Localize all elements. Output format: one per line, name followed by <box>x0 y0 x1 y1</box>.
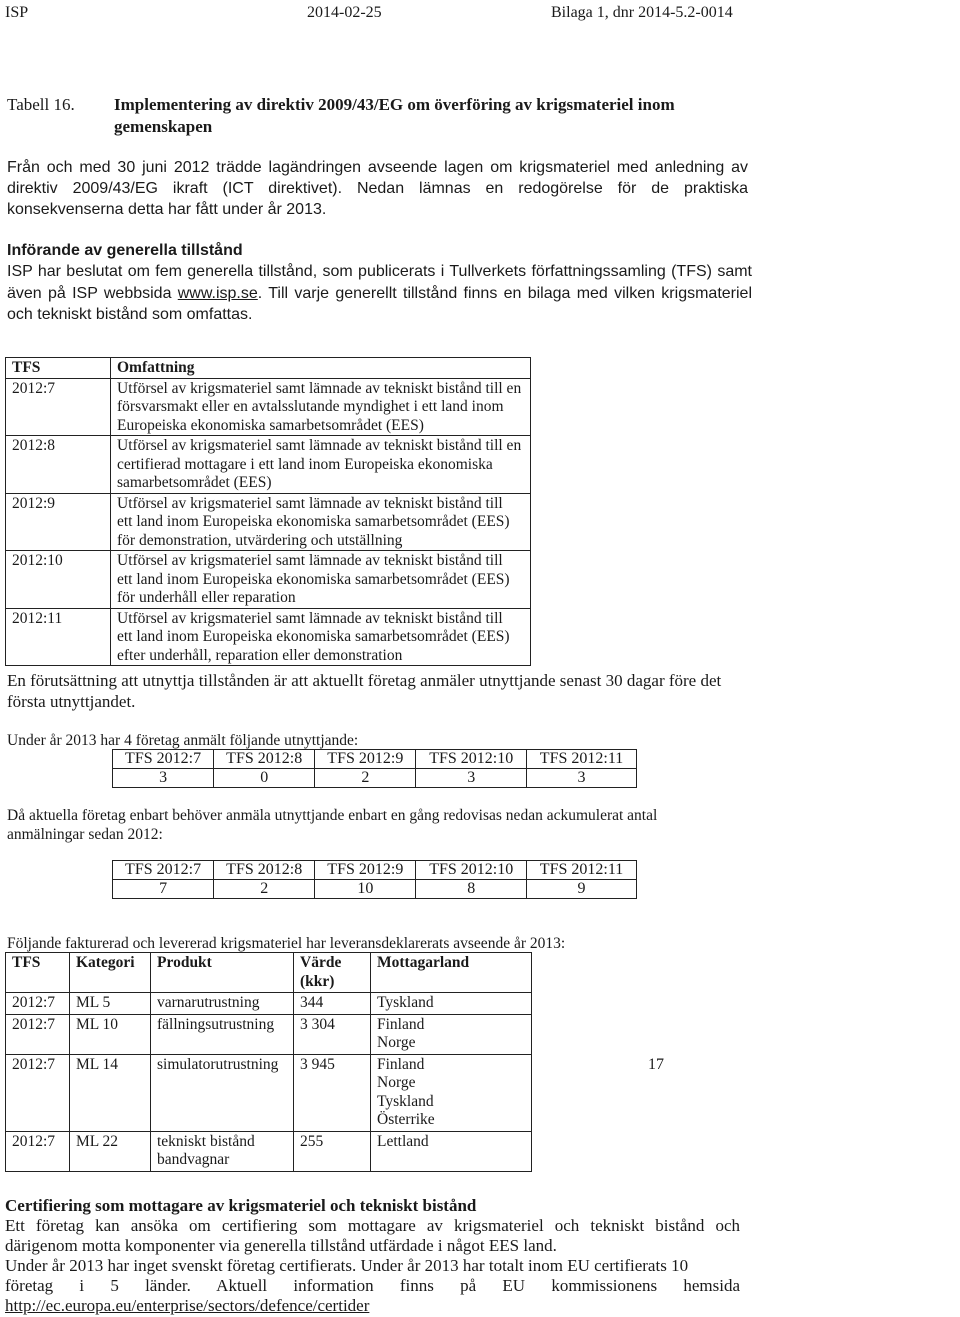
certifiering-line2: därigenom motta komponenter via generella tillstånd utfärdade i något EES land. <box>5 1236 557 1255</box>
omfattning-cell <box>111 551 531 609</box>
table-cell: 8 <box>416 880 527 899</box>
table-header-cell: TFS 2012:7 <box>113 861 214 880</box>
tfs-cell: 2012:10 <box>6 551 111 609</box>
table-row <box>6 1131 532 1171</box>
ackumulerat-table <box>112 860 637 899</box>
table-header-cell: TFS 2012:9 <box>315 750 416 769</box>
kategori-cell: ML 22 <box>70 1131 151 1171</box>
omfattning-line: Europeiska ekonomiska samarbetsområdet (EES) <box>117 416 424 434</box>
land-line: Lettland <box>377 1132 429 1150</box>
produkt-cell <box>151 1054 294 1131</box>
produkt-cell <box>151 1131 294 1171</box>
produkt-line: varnarutrustning <box>157 994 260 1011</box>
table-cell: 2 <box>315 769 416 788</box>
utnyttjande-2013-table <box>112 749 637 788</box>
intro-paragraph: Från och med 30 juni 2012 trädde lagändringen avseende lagen om krigsmateriel med anledning av direktiv 2009/43/EG ikraft (ICT direktivet). Nedan lämnas en redogörelse för de praktiska konsekvenserna detta har fått under år 2013. <box>7 159 748 218</box>
omfattning-line: efter underhåll, reparation eller demonstration <box>117 646 403 664</box>
omfattning-line: för demonstration, utvärdering och utställning <box>117 531 403 549</box>
tfs-cell: 2012:11 <box>6 608 111 666</box>
certifiering-line3: Under år 2013 har inget svenskt företag certifierats. Under år 2013 har totalt inom EU certifierats 10 <box>5 1256 689 1275</box>
tfs-cell: 2012:9 <box>6 493 111 551</box>
under-2013-text: Under år 2013 har 4 företag anmält följande utnyttjande: <box>7 732 359 749</box>
kategori-cell: ML 14 <box>70 1054 151 1131</box>
tfs-table-header-row <box>6 358 531 379</box>
produkt-line: simulatorutrustning <box>157 1055 279 1073</box>
omfattning-line: Utförsel av krigsmateriel samt lämnade av tekniskt bistånd till <box>117 609 503 627</box>
col-header-varde: Värde (kkr) <box>294 953 371 993</box>
header-left: ISP <box>5 4 29 21</box>
eu-commission-link[interactable]: http://ec.europa.eu/enterprise/sectors/defence/certider <box>5 1296 370 1315</box>
certifiering-line4: företag i 5 länder. Aktuell information finns på EU kommissionens hemsida <box>5 1276 740 1295</box>
produkt-cell <box>151 993 294 1015</box>
omfattning-line: certifierad mottagare i ett land inom Europeiska ekonomiska <box>117 455 493 473</box>
fakturerad-table <box>5 952 532 1172</box>
omfattning-cell <box>111 608 531 666</box>
table-row <box>6 608 531 666</box>
table-header-row <box>6 953 532 993</box>
generella-text-1: ISP har beslutat om fem generella tillstånd, som publicerats i Tullverkets författningssamling (TFS) samt även på ISP webbsida <box>7 263 752 302</box>
fakturerad-text: Följande fakturerad och levererad krigsmateriel har leveransdeklarerats avseende år 2013: <box>7 935 566 952</box>
tfs-cell: 2012:8 <box>6 436 111 494</box>
table-title-line2: gemenskapen <box>114 117 213 136</box>
omfattning-line: ett land inom Europeiska ekonomiska samarbetsområdet (EES) <box>117 570 510 588</box>
land-line: Finland <box>377 1055 425 1073</box>
tfs-cell: 2012:7 <box>6 993 70 1015</box>
table-header-cell: TFS 2012:9 <box>315 861 416 880</box>
table-label: Tabell 16. <box>7 95 75 114</box>
generella-text-2: . Till varje generellt tillstånd finns en bilaga med vilken krigsmateriel och tekniskt bistånd som omfattas. <box>7 284 752 323</box>
kategori-cell: ML 5 <box>70 993 151 1015</box>
varde-cell: 3 304 <box>294 1014 371 1054</box>
mottagarland-cell <box>371 993 532 1015</box>
tfs-cell: 2012:7 <box>6 1131 70 1171</box>
section-heading-generella: Införande av generella tillstånd <box>7 242 243 259</box>
header-right: Bilaga 1, dnr 2014-5.2-0014 <box>551 4 733 21</box>
col-header-kategori: Kategori <box>70 953 151 993</box>
generella-paragraph <box>7 261 752 326</box>
table-row <box>6 436 531 494</box>
table-cell: 0 <box>214 769 315 788</box>
land-line: Tyskland <box>377 994 434 1011</box>
ackumulerat-line2: anmälningar sedan 2012: <box>7 826 163 843</box>
table-row <box>6 551 531 609</box>
table-header-cell: TFS 2012:10 <box>416 861 527 880</box>
land-line: Norge <box>377 1034 416 1051</box>
table-cell: 9 <box>527 880 637 899</box>
table-header-cell: TFS 2012:11 <box>527 861 637 880</box>
table-row <box>113 750 637 769</box>
table-row <box>113 880 637 899</box>
varde-cell: 344 <box>294 993 371 1015</box>
table-cell: 3 <box>113 769 214 788</box>
tfs-cell: 2012:7 <box>6 1014 70 1054</box>
omfattning-cell <box>111 493 531 551</box>
omfattning-line: Utförsel av krigsmateriel samt lämnade av tekniskt bistånd till <box>117 494 503 512</box>
col-header-mottagarland: Mottagarland <box>371 953 532 993</box>
forutsattning-line1: En förutsättning att utnyttja tillstånden är att aktuellt företag anmäler utnyttjande senast 30 dagar före det <box>7 671 722 690</box>
table-row <box>113 769 637 788</box>
land-line: Norge <box>377 1074 416 1091</box>
table-header-cell: TFS 2012:10 <box>416 750 527 769</box>
header-date: 2014-02-25 <box>307 4 382 21</box>
table-header-cell: TFS 2012:8 <box>214 750 315 769</box>
tfs-table <box>5 357 531 666</box>
omfattning-line: för underhåll eller reparation <box>117 589 296 606</box>
omfattning-line: ett land inom Europeiska ekonomiska samarbetsområdet (EES) <box>117 513 510 530</box>
table-header-cell: TFS 2012:11 <box>527 750 637 769</box>
table-cell: 3 <box>527 769 637 788</box>
table-row <box>6 378 531 436</box>
produkt-cell <box>151 1014 294 1054</box>
omfattning-line: försvarsmakt eller en avtalsslutande myndighet i ett land inom <box>117 398 504 415</box>
omfattning-col-header: Omfattning <box>111 358 531 379</box>
omfattning-line: samarbetsområdet (EES) <box>117 474 272 491</box>
ackumulerat-line1: Då aktuella företag enbart behöver anmäla utnyttjande enbart en gång redovisas nedan ackumulerat antal <box>7 807 658 824</box>
tfs-cell: 2012:7 <box>6 1054 70 1131</box>
land-line: Finland <box>377 1015 425 1033</box>
table-cell: 10 <box>315 880 416 899</box>
omfattning-line: Utförsel av krigsmateriel samt lämnade av tekniskt bistånd till en <box>117 437 522 454</box>
land-line: Österrike <box>377 1111 435 1128</box>
table-header-cell: TFS 2012:7 <box>113 750 214 769</box>
produkt-line: fällningsutrustning <box>157 1015 275 1033</box>
table-row <box>6 993 532 1015</box>
tfs-col-header: TFS <box>6 358 111 379</box>
mottagarland-cell <box>371 1131 532 1171</box>
varde-cell: 3 945 <box>294 1054 371 1131</box>
table-row <box>113 861 637 880</box>
table-cell: 7 <box>113 880 214 899</box>
varde-cell: 255 <box>294 1131 371 1171</box>
col-header-produkt: Produkt <box>151 953 294 993</box>
table-row <box>6 1054 532 1131</box>
certifiering-line1: Ett företag kan ansöka om certifiering som mottagare av krigsmateriel och tekniskt bistånd och <box>5 1216 740 1235</box>
table-header-cell: TFS 2012:8 <box>214 861 315 880</box>
table-row <box>6 493 531 551</box>
table-title-line1: Implementering av direktiv 2009/43/EG om överföring av krigsmateriel inom <box>114 95 675 114</box>
produkt-line: tekniskt bistånd <box>157 1132 255 1150</box>
page-number: 17 <box>648 1056 664 1073</box>
mottagarland-cell <box>371 1054 532 1131</box>
omfattning-line: Utförsel av krigsmateriel samt lämnade av tekniskt bistånd till en <box>117 379 522 397</box>
col-header-tfs: TFS <box>6 953 70 993</box>
table-cell: 3 <box>416 769 527 788</box>
kategori-cell: ML 10 <box>70 1014 151 1054</box>
section-heading-certifiering: Certifiering som mottagare av krigsmateriel och tekniskt bistånd <box>5 1196 477 1215</box>
mottagarland-cell <box>371 1014 532 1054</box>
isp-website-link[interactable]: www.isp.se <box>177 284 258 302</box>
omfattning-cell <box>111 378 531 436</box>
omfattning-line: ett land inom Europeiska ekonomiska samarbetsområdet (EES) <box>117 628 510 645</box>
produkt-line: bandvagnar <box>157 1151 230 1168</box>
omfattning-cell <box>111 436 531 494</box>
forutsattning-line2: första utnyttjandet. <box>7 692 136 711</box>
table-row <box>6 1014 532 1054</box>
table-cell: 2 <box>214 880 315 899</box>
omfattning-line: Utförsel av krigsmateriel samt lämnade av tekniskt bistånd till <box>117 552 503 569</box>
tfs-cell: 2012:7 <box>6 378 111 436</box>
land-line: Tyskland <box>377 1092 434 1110</box>
